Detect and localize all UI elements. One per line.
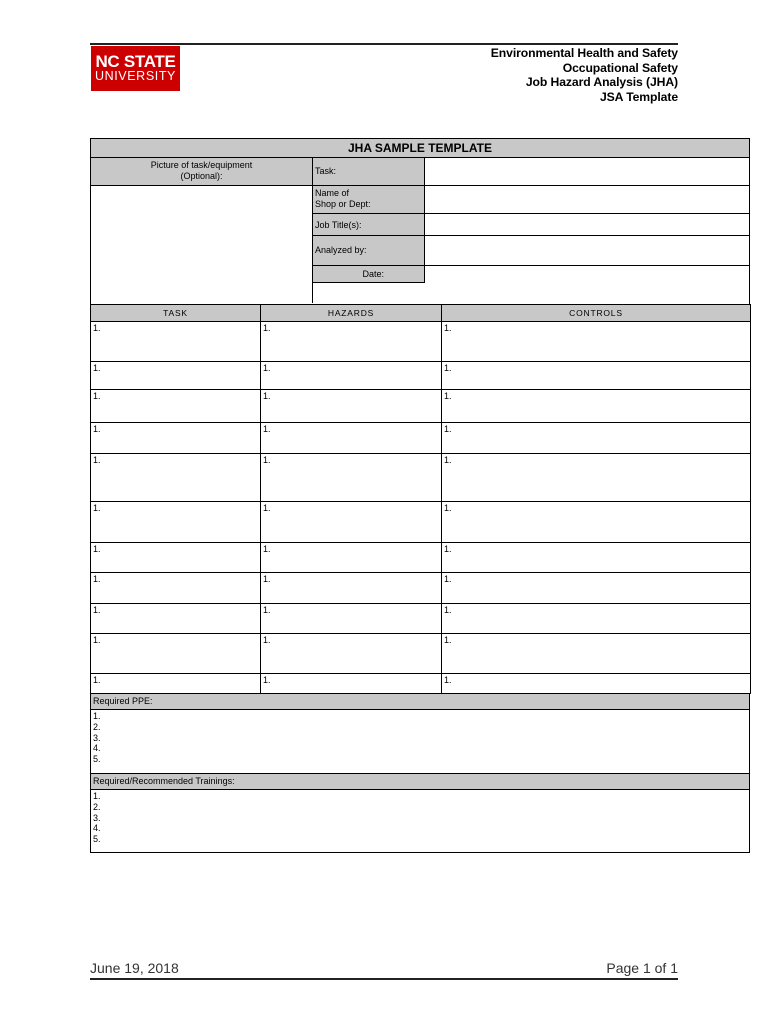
ppe-header: Required PPE: <box>90 694 750 710</box>
job-title-field[interactable] <box>425 214 749 236</box>
table-row <box>91 502 751 543</box>
hazards-cell[interactable]: 1. <box>261 423 442 454</box>
hazards-cell[interactable]: 1. <box>261 604 442 634</box>
header-line-3: Job Hazard Analysis (JHA) <box>525 75 678 90</box>
hazards-cell[interactable]: 1. <box>261 573 442 604</box>
table-row <box>91 454 751 502</box>
hazards-cell[interactable]: 1. <box>261 390 442 423</box>
date-field[interactable] <box>425 266 749 283</box>
header-line-1: Environmental Health and Safety <box>490 46 678 60</box>
ppe-item: 4. <box>93 743 101 754</box>
ncstate-logo <box>91 46 180 91</box>
form-title: JHA SAMPLE TEMPLATE <box>90 138 750 158</box>
task-cell[interactable]: 1. <box>91 362 261 390</box>
controls-cell[interactable]: 1. <box>442 390 751 423</box>
ppe-item: 1. <box>93 711 101 721</box>
ppe-item: 2. <box>93 721 101 732</box>
shop-label <box>313 186 425 214</box>
controls-cell[interactable]: 1. <box>442 634 751 674</box>
training-item: 1. <box>93 791 101 801</box>
training-item: 2. <box>93 801 101 812</box>
table-row <box>91 634 751 674</box>
table-row <box>91 543 751 573</box>
task-label: Task: <box>313 158 425 186</box>
controls-cell[interactable]: 1. <box>442 604 751 634</box>
col-header-hazards: HAZARDS <box>261 305 442 322</box>
task-cell[interactable]: 1. <box>91 454 261 502</box>
task-cell[interactable]: 1. <box>91 604 261 634</box>
hazards-cell[interactable]: 1. <box>261 543 442 573</box>
footer-page-number: Page 1 of 1 <box>606 960 678 976</box>
col-header-controls: CONTROLS <box>442 305 751 322</box>
controls-cell[interactable]: 1. <box>442 362 751 390</box>
training-item: 5. <box>93 834 101 845</box>
controls-cell[interactable]: 1. <box>442 322 751 362</box>
table-row <box>91 674 751 694</box>
footer-date: June 19, 2018 <box>90 960 179 976</box>
controls-cell[interactable]: 1. <box>442 502 751 543</box>
logo-line-2: UNIVERSITY <box>94 69 176 83</box>
table-row <box>91 604 751 634</box>
task-cell[interactable]: 1. <box>91 502 261 543</box>
task-cell[interactable]: 1. <box>91 390 261 423</box>
table-row <box>91 322 751 362</box>
analyzed-by-field[interactable] <box>425 236 749 266</box>
training-item: 4. <box>93 823 101 834</box>
hazards-cell[interactable]: 1. <box>261 634 442 674</box>
task-cell[interactable]: 1. <box>91 634 261 674</box>
trainings-list[interactable] <box>90 790 750 853</box>
training-item: 3. <box>93 812 101 823</box>
hazard-table <box>90 304 751 694</box>
table-row <box>91 573 751 604</box>
task-cell[interactable]: 1. <box>91 543 261 573</box>
task-cell[interactable]: 1. <box>91 674 261 694</box>
hazards-cell[interactable]: 1. <box>261 322 442 362</box>
document-header <box>491 46 678 104</box>
shop-label-line-1: Name of <box>315 188 350 198</box>
header-rule <box>90 43 678 45</box>
footer-rule <box>90 978 678 980</box>
controls-cell[interactable]: 1. <box>442 454 751 502</box>
logo-line-1: NC STATE <box>95 52 176 71</box>
ppe-list[interactable] <box>90 710 750 774</box>
hazards-cell[interactable]: 1. <box>261 502 442 543</box>
job-title-label: Job Title(s): <box>313 214 425 236</box>
table-row <box>91 423 751 454</box>
controls-cell[interactable]: 1. <box>442 674 751 694</box>
hazards-cell[interactable]: 1. <box>261 674 442 694</box>
analyzed-by-label: Analyzed by: <box>313 236 425 266</box>
trainings-header: Required/Recommended Trainings: <box>90 774 750 790</box>
table-header-row <box>91 305 751 322</box>
col-header-task: TASK <box>91 305 261 322</box>
controls-cell[interactable]: 1. <box>442 573 751 604</box>
picture-label <box>91 158 313 186</box>
task-field[interactable] <box>425 158 749 186</box>
ppe-item: 5. <box>93 754 101 765</box>
task-cell[interactable]: 1. <box>91 322 261 362</box>
table-row <box>91 362 751 390</box>
picture-label-line-2: (Optional): <box>180 171 223 181</box>
table-row <box>91 390 751 423</box>
task-cell[interactable]: 1. <box>91 573 261 604</box>
hazards-cell[interactable]: 1. <box>261 362 442 390</box>
picture-label-line-1: Picture of task/equipment <box>150 160 253 170</box>
hazards-cell[interactable]: 1. <box>261 454 442 502</box>
picture-area[interactable] <box>91 186 313 303</box>
task-cell[interactable]: 1. <box>91 423 261 454</box>
shop-field[interactable] <box>425 186 749 214</box>
jha-form <box>90 138 750 853</box>
ppe-item: 3. <box>93 732 101 743</box>
controls-cell[interactable]: 1. <box>442 543 751 573</box>
info-block <box>90 158 750 304</box>
date-label: Date: <box>313 266 425 283</box>
header-line-4: JSA Template <box>599 89 678 104</box>
shop-label-line-2: Shop or Dept: <box>315 199 371 209</box>
header-line-2: Occupational Safety <box>562 60 678 75</box>
controls-cell[interactable]: 1. <box>442 423 751 454</box>
